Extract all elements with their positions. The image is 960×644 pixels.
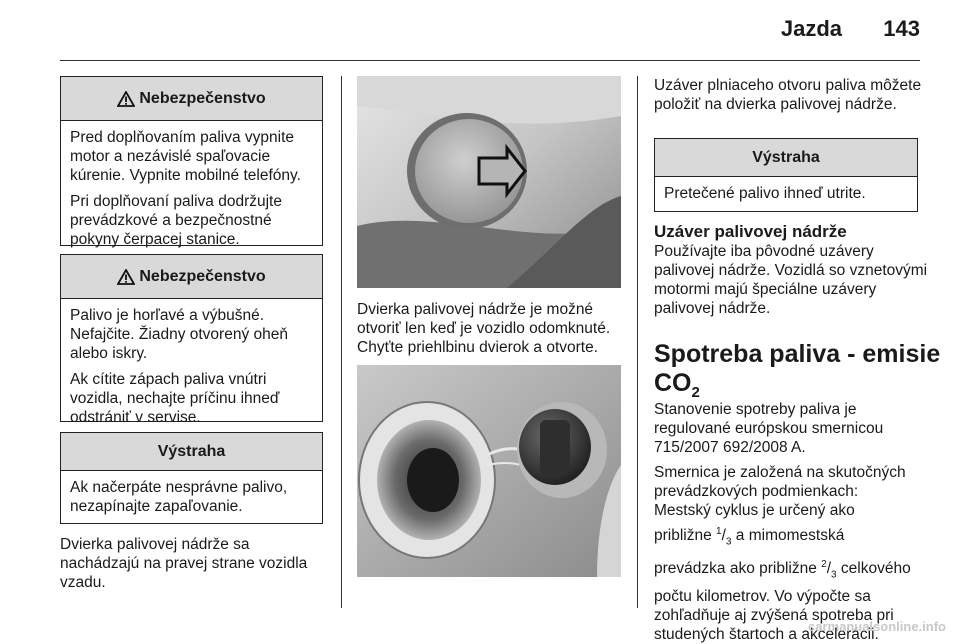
danger-text: Pri doplňovaní paliva dodržujte prevádzkové a bezpečnostné pokyny čerpacej stanice. (70, 193, 282, 248)
fraction-numerator: 1 (716, 526, 722, 537)
column-divider-left (341, 76, 342, 608)
danger-box-title: Nebezpečenstvo (139, 89, 266, 107)
text-span: približne (654, 527, 712, 545)
caution-box-title: Výstraha (157, 442, 226, 460)
cap-placement-text (654, 76, 924, 120)
fuel-door-open-text (357, 300, 629, 363)
text-span: celkového (840, 560, 911, 578)
danger-text: Palivo je horľavé a výbušné. Nefajčite. Žiadny otvorený oheň alebo iskry. (70, 307, 288, 362)
caution-box-title: Výstraha (752, 148, 820, 166)
fuel-cap-image (357, 365, 621, 577)
consumption-heading (654, 340, 944, 407)
warning-triangle-icon (117, 269, 135, 285)
paragraph-line: Mestský cyklus je určený ako (654, 502, 855, 519)
warning-triangle-icon (117, 91, 135, 107)
danger-box-header (61, 77, 322, 121)
column-divider-right (637, 76, 638, 608)
danger-box-body (61, 299, 322, 427)
caution-box-header (655, 139, 917, 177)
co-label: CO (654, 369, 692, 397)
danger-box-header (61, 255, 322, 299)
caution-box-spill (654, 138, 918, 212)
paragraph: Uzáver plniaceho otvoru paliva môžete položiť na dvierka palivovej nádrže. (654, 77, 922, 113)
fraction-numerator: 2 (821, 559, 827, 571)
fuel-cap-text (654, 242, 929, 324)
paragraph: Stanovenie spotreby paliva je regulované európskou smernicou 715/2007 692/2008 A. (654, 401, 884, 456)
paragraph-line: prevádzka ako približne $^2/_3$ celkového (654, 559, 911, 581)
caution-box-body (61, 471, 322, 516)
danger-box-fuel (60, 254, 323, 426)
paragraph-line: približne $^1/_3$ a mimomestská (654, 526, 845, 548)
caution-text: Pretečené palivo ihneď utrite. (664, 185, 866, 202)
caution-box-header (61, 433, 322, 471)
consumption-text (654, 400, 929, 644)
fraction-denominator: 3 (725, 536, 732, 548)
watermark: carmanualsonline.info (808, 619, 946, 634)
page-number: 143 (883, 16, 920, 41)
caution-box-wrong-fuel (60, 432, 323, 524)
danger-text: Ak cítite zápach paliva vnútri vozidla, nechajte príčinu ihneď odstrániť v servise. (70, 371, 280, 426)
caution-text: Ak načerpáte nesprávne palivo, nezapínajte zapaľovanie. (70, 479, 288, 515)
fuel-door-illustration (357, 76, 621, 288)
fraction-denominator: 3 (831, 569, 837, 581)
fuel-door-location-text (60, 535, 332, 598)
consumption-heading-line1: Spotreba paliva - emisie (654, 340, 941, 368)
caution-box-body (655, 177, 917, 203)
fuel-cap-heading: Uzáver palivovej nádrže (654, 222, 847, 241)
section-title: Jazda (780, 16, 842, 41)
danger-text: Pred doplňovaním paliva vypnite motor a nezávislé spaľovacie kúrenie. Vypnite mobilné telefóny. (70, 129, 301, 184)
co-subscript: 2 (691, 384, 700, 401)
fuel-door-image (357, 76, 621, 288)
danger-box-body (61, 121, 322, 249)
text-span: prevádzka ako približne (654, 560, 817, 578)
paragraph-line: počtu kilometrov. Vo výpočte sa zohľadňuje aj zvýšená spotreba pri studených štartoch a akcelerácii. (654, 587, 894, 643)
header-rule (60, 60, 920, 61)
paragraph: Dvierka palivovej nádrže sa nachádzajú na pravej strane vozidla vzadu. (60, 536, 308, 591)
text-span: a mimomestská (735, 527, 845, 545)
fuel-cap-illustration (357, 365, 621, 577)
paragraph: Smernica je založená na skutočných prevádzkových podmienkach: (654, 464, 906, 500)
paragraph: Dvierka palivovej nádrže je možné otvoriť len keď je vozidlo odomknuté. Chyťte priehlbinu dvierok a otvorte. (357, 301, 611, 356)
danger-box-title: Nebezpečenstvo (139, 267, 266, 285)
danger-box-refuel (60, 76, 323, 246)
paragraph: Používajte iba pôvodné uzávery palivovej nádrže. Vozidlá so vznetovými motormi majú špeciálne uzávery palivovej nádrže. (654, 243, 928, 317)
page-header (0, 0, 960, 62)
